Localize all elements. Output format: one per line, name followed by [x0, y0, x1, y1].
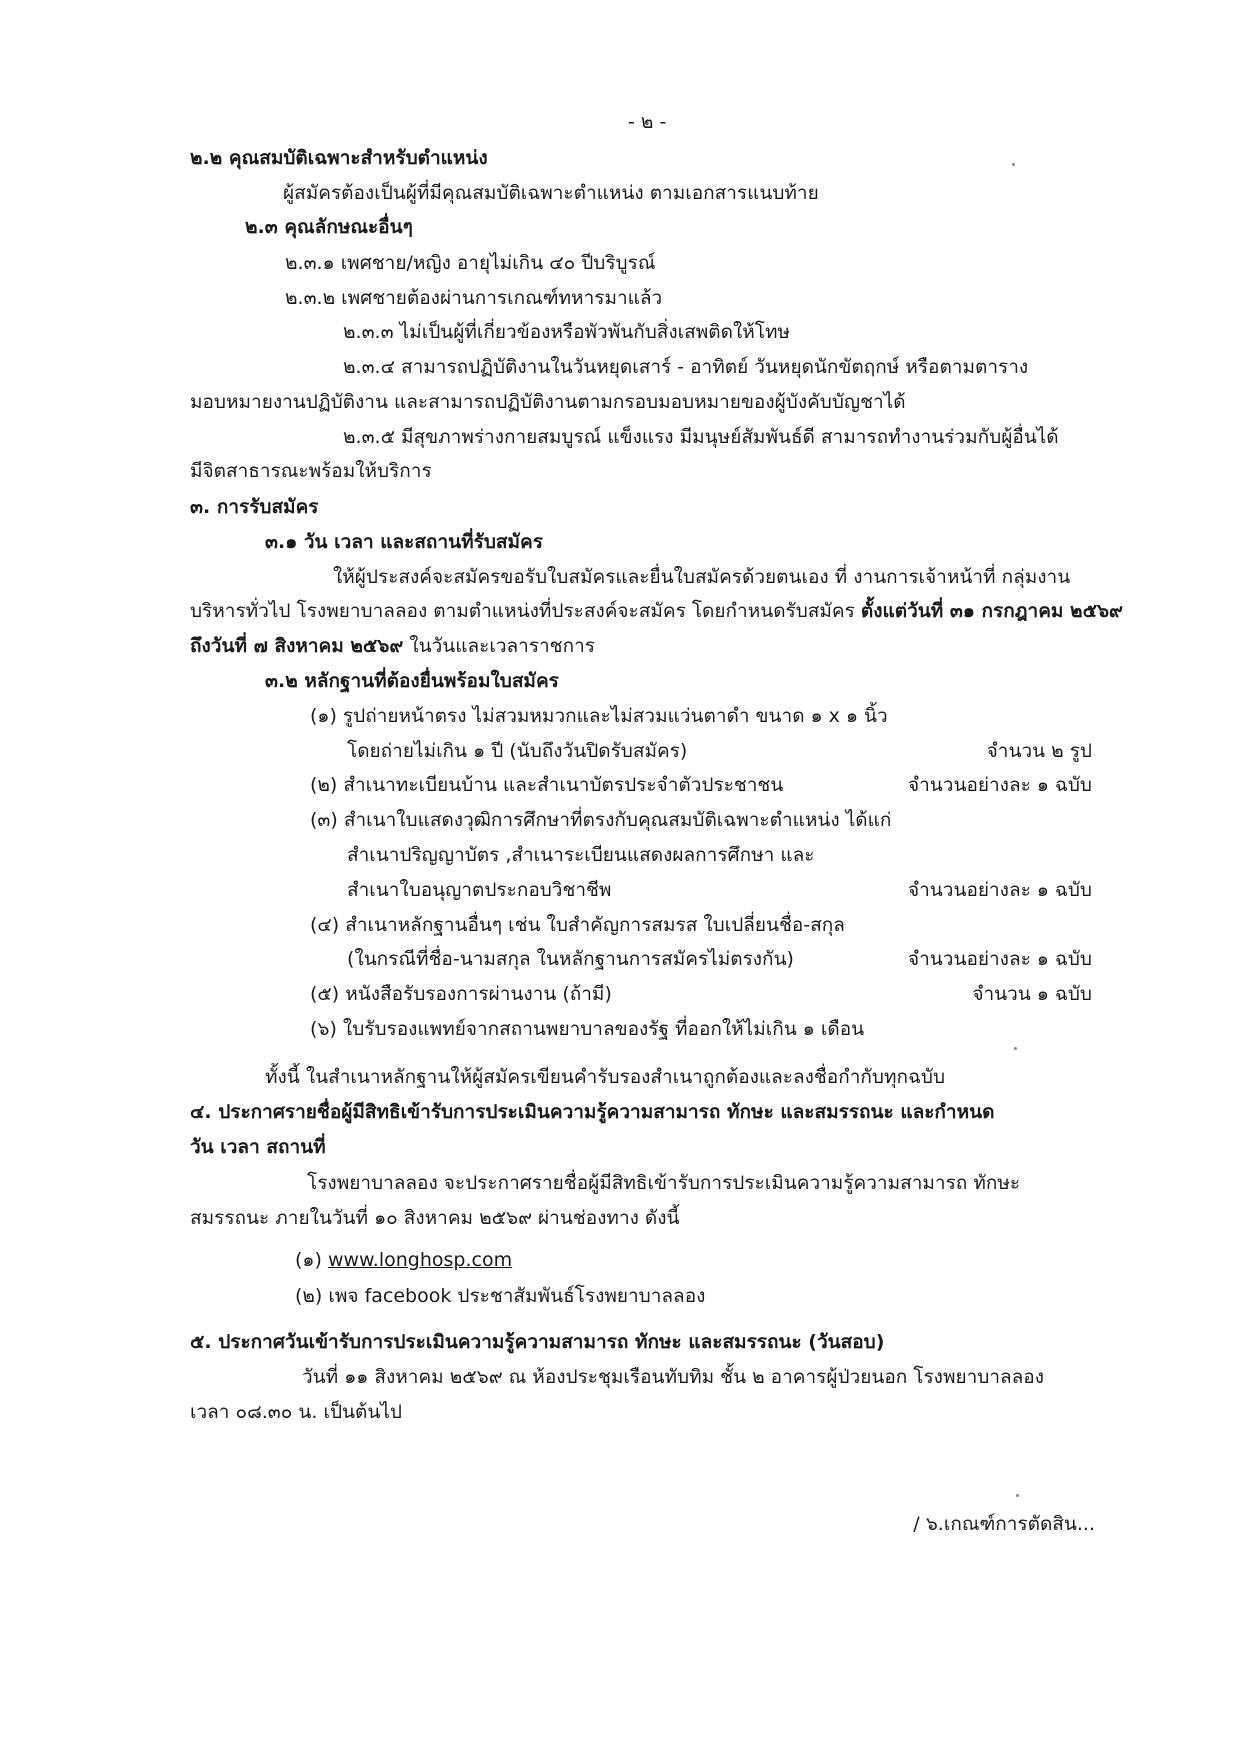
page-number: - ๒ -: [628, 111, 667, 133]
document-6: (๖) ใบรับรองแพทย์จากสถานพยาบาลของรัฐ ที่ออกให้ไม่เกิน ๑ เดือน: [310, 1018, 865, 1040]
section-2-3-4-line1: ๒.๓.๔ สามารถปฏิบัติงานในวันหยุดเสาร์ - อาทิตย์ วันหยุดนักขัตฤกษ์ หรือตามตาราง: [343, 356, 1029, 378]
section-3-1-para-line1: ให้ผู้ประสงค์จะสมัครขอรับใบสมัครและยื่นใบสมัครด้วยตนเอง ที่ งานการเจ้าหน้าที่ กลุ่มงาน: [333, 566, 1071, 588]
document-3-line2: สำเนาปริญญาบัตร ,สำเนาระเบียนแสดงผลการศึกษา และ: [347, 844, 815, 866]
section-3-1-para-line2: [190, 596, 1123, 626]
section-2-3-1: ๒.๓.๑ เพศชาย/หญิง อายุไม่เกิน ๔๐ ปีบริบูรณ์: [285, 252, 656, 274]
document-1-quantity: จำนวน ๒ รูป: [986, 740, 1092, 762]
document-3-quantity: จำนวนอย่างละ ๑ ฉบับ: [908, 879, 1092, 901]
website-link[interactable]: www.longhosp.com: [327, 1249, 513, 1271]
document-2-quantity: จำนวนอย่างละ ๑ ฉบับ: [908, 774, 1092, 796]
document-4-line1: (๔) สำเนาหลักฐานอื่นๆ เช่น ใบสำคัญการสมรส ใบเปลี่ยนชื่อ-สกุล: [310, 914, 845, 936]
section-2-3-5-line1: ๒.๓.๕ มีสุขภาพร่างกายสมบูรณ์ แข็งแรง มีมนุษย์สัมพันธ์ดี สามารถทำงานร่วมกับผู้อื่นได้: [343, 426, 1059, 448]
section-3-1-para-line2-text: บริหารทั่วไป โรงพยาบาลลอง ตามตำแหน่งที่ประสงค์จะสมัคร โดยกำหนดรับสมัคร: [190, 600, 861, 622]
channel-1: [295, 1245, 512, 1275]
document-3-line3: สำเนาใบอนุญาตประกอบวิชาชีพ: [347, 879, 612, 901]
scan-speck: [1012, 163, 1015, 166]
document-3-line1: (๓) สำเนาใบแสดงวุฒิการศึกษาที่ตรงกับคุณสมบัติเฉพาะตำแหน่ง ได้แก่: [310, 809, 892, 831]
section-3-note: ทั้งนี้ ในสำเนาหลักฐานให้ผู้สมัครเขียนคำรับรองสำเนาถูกต้องและลงชื่อกำกับทุกฉบับ: [265, 1066, 946, 1088]
section-2-3-3: ๒.๓.๓ ไม่เป็นผู้ที่เกี่ยวข้องหรือพัวพันกับสิ่งเสพติดให้โทษ: [343, 321, 791, 343]
section-5-heading: ๕. ประกาศวันเข้ารับการประเมินความรู้ความสามารถ ทักษะ และสมรรถนะ (วันสอบ): [190, 1331, 885, 1353]
section-2-3-heading: ๒.๓ คุณลักษณะอื่นๆ: [245, 216, 413, 238]
section-2-3-4-line2: มอบหมายงานปฏิบัติงาน และสามารถปฏิบัติงานตามกรอบมอบหมายของผู้บังคับบัญชาได้: [190, 391, 906, 413]
document-1-line1: (๑) รูปถ่ายหน้าตรง ไม่สวมหมวกและไม่สวมแว่นตาดำ ขนาด ๑ x ๑ นิ้ว: [310, 705, 888, 727]
scan-speck: [1016, 1494, 1019, 1497]
application-start-date: ตั้งแต่วันที่ ๓๑ กรกฎาคม ๒๕๖๙: [860, 600, 1123, 622]
section-2-2-heading: ๒.๒ คุณสมบัติเฉพาะสำหรับตำแหน่ง: [190, 147, 488, 169]
document-2: (๒) สำเนาทะเบียนบ้าน และสำเนาบัตรประจำตัวประชาชน: [310, 774, 784, 796]
section-2-3-5-line2: มีจิตสาธารณะพร้อมให้บริการ: [190, 460, 432, 482]
continuation-note: / ๖.เกณฑ์การตัดสิน...: [913, 1513, 1095, 1535]
channel-2: (๒) เพจ facebook ประชาสัมพันธ์โรงพยาบาลลอง: [295, 1285, 706, 1307]
section-3-1-para-line3-text: ในวันและเวลาราชการ: [403, 635, 595, 657]
document-1-line2: โดยถ่ายไม่เกิน ๑ ปี (นับถึงวันปิดรับสมัคร): [347, 740, 688, 762]
section-2-3-2: ๒.๓.๒ เพศชายต้องผ่านการเกณฑ์ทหารมาแล้ว: [285, 287, 663, 309]
section-2-2-text: ผู้สมัครต้องเป็นผู้ที่มีคุณสมบัติเฉพาะตำแหน่ง ตามเอกสารแนบท้าย: [283, 182, 819, 204]
document-5-quantity: จำนวน ๑ ฉบับ: [972, 983, 1092, 1005]
section-3-heading: ๓. การรับสมัคร: [190, 496, 319, 518]
section-4-para-line1: โรงพยาบาลลอง จะประกาศรายชื่อผู้มีสิทธิเข้ารับการประเมินความรู้ความสามารถ ทักษะ: [307, 1172, 1021, 1194]
document-4-quantity: จำนวนอย่างละ ๑ ฉบับ: [908, 948, 1092, 970]
section-3-1-heading: ๓.๑ วัน เวลา และสถานที่รับสมัคร: [265, 531, 543, 553]
application-end-date: ถึงวันที่ ๗ สิงหาคม ๒๕๖๙: [190, 635, 404, 657]
section-5-para-line2: เวลา ๐๘.๓๐ น. เป็นต้นไป: [190, 1401, 402, 1423]
section-3-2-heading: ๓.๒ หลักฐานที่ต้องยื่นพร้อมใบสมัคร: [265, 670, 559, 692]
section-4-para-line2: สมรรถนะ ภายในวันที่ ๑๐ สิงหาคม ๒๕๖๙ ผ่านช่องทาง ดังนี้: [190, 1207, 680, 1229]
document-4-line2: (ในกรณีที่ชื่อ-นามสกุล ในหลักฐานการสมัครไม่ตรงกัน): [347, 948, 794, 970]
section-3-1-para-line3: [190, 631, 595, 661]
scan-speck: [1014, 1047, 1017, 1050]
section-5-para-line1: วันที่ ๑๑ สิงหาคม ๒๕๖๙ ณ ห้องประชุมเรือนทับทิม ชั้น ๒ อาคารผู้ป่วยนอก โรงพยาบาลลอง: [302, 1366, 1044, 1388]
document-5: (๕) หนังสือรับรองการผ่านงาน (ถ้ามี): [310, 983, 612, 1005]
section-4-heading-line1: ๔. ประกาศรายชื่อผู้มีสิทธิเข้ารับการประเมินความรู้ความสามารถ ทักษะ และสมรรถนะ และกำหนด: [190, 1101, 995, 1123]
section-4-heading-line2: วัน เวลา สถานที่: [190, 1136, 326, 1158]
channel-1-prefix: (๑): [295, 1249, 328, 1271]
